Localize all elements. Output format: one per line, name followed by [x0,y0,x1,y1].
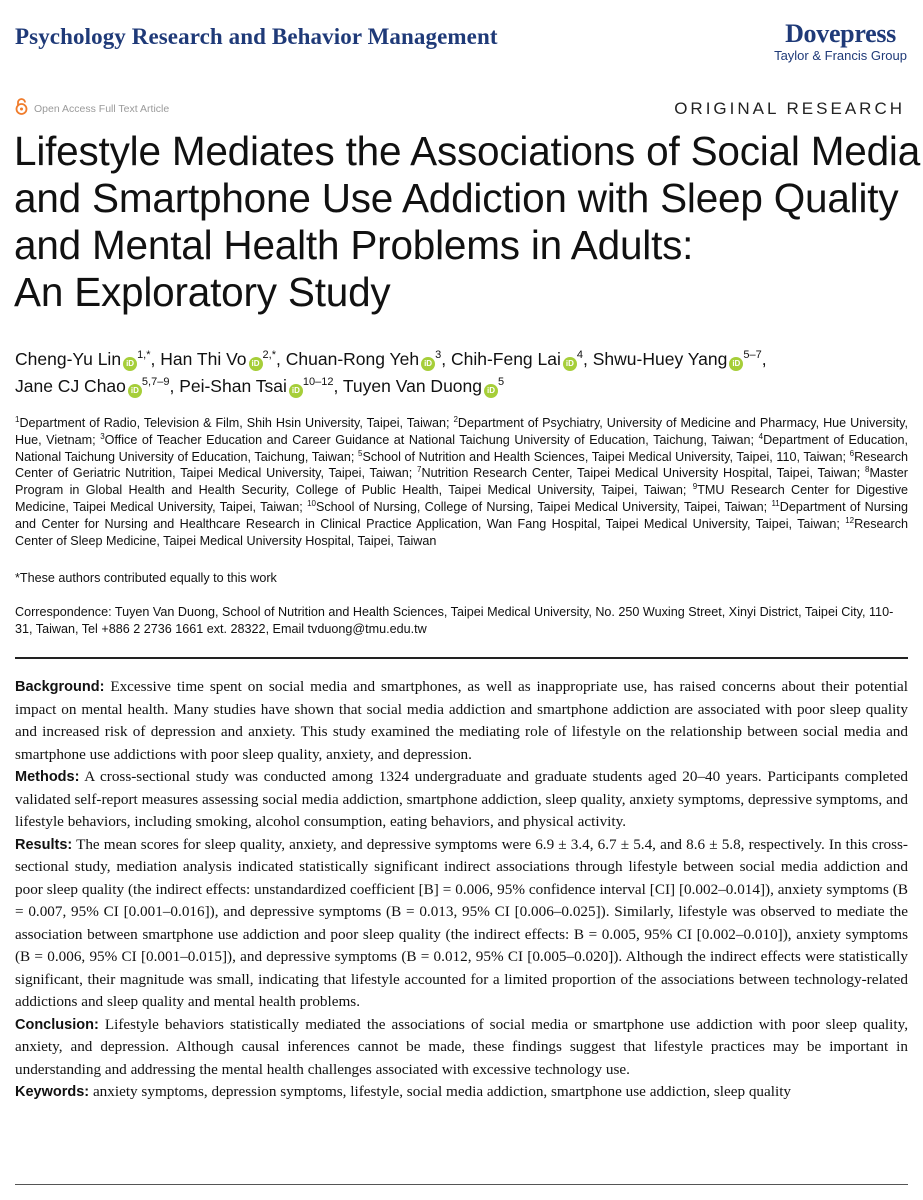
title-line: and Mental Health Problems in Adults: [14,222,694,268]
author-separator: , [150,349,156,369]
conclusion-label: Conclusion: [15,1016,99,1033]
orcid-icon[interactable]: iD [128,384,142,398]
affiliation-number: 5 [358,448,363,458]
affiliation-number: 3 [100,431,105,441]
author-separator: , [761,349,767,369]
author [451,349,588,369]
affiliation-number: 11 [771,498,780,508]
author-affiliation-sup: 2,* [262,349,277,362]
affiliation-number: 7 [417,465,422,475]
author-name[interactable]: Chih-Feng Lai [450,349,561,369]
author-affiliation-sup: 4 [576,349,583,362]
affiliation-number: 1 [15,414,20,424]
author-name[interactable]: Jane CJ Chao [15,376,126,396]
correspondence: Correspondence: Tuyen Van Duong, School of Nutrition and Health Sciences, Taipei Medical University, No. 250 Wuxing Street, Xinyi District, Taipei City, 110-31, Taiwan, Tel +886 2 2736 1661 ext. 28322, Email tvduong@tmu.edu.tw [15,605,894,636]
author-affiliation-sup: 5–7 [743,349,762,362]
open-access-label: Open Access Full Text Article [34,103,170,115]
affiliation-text: TMU Research Center for Digestive Medicine, Taipei Medical University, Taipei, Taiwan; [15,483,908,514]
background-label: Background: [15,679,105,695]
orcid-icon[interactable]: iD [563,357,577,371]
affiliation-number: 10 [307,498,316,508]
results-label: Results: [15,836,73,853]
author-separator: , [276,349,281,369]
background-text: Excessive time spent on social media and smartphones, as well as inappropriate use, has raised concerns about their potential impact on mental health. Many studies have shown that social media addiction and smartphone addiction are associated with poor sleep quality and increased risk of depression and anxiety. This study examined the mediating role of lifestyle on the relationship between social media and smartphone use addictions with poor sleep quality, anxiety, and depression. [15,678,908,763]
author-affiliation-sup: 3 [435,349,442,362]
author [343,376,504,396]
open-access-line [15,98,169,120]
title-line: Lifestyle Mediates the Associations of Social Media [14,128,921,174]
affiliation-text: Department of Radio, Television & Film, Shih Hsin University, Taipei, Taiwan; [19,416,454,430]
author-name[interactable]: Cheng-Yu Lin [15,349,122,369]
affiliation-text: Master Program in Global Health and Health Security, College of Public Health, Taipei Medical University, Taipei, Taiwan; [15,466,908,498]
bottom-divider [15,1184,908,1185]
author-name[interactable]: Chuan-Rong Yeh [285,349,420,369]
abstract-background [15,676,908,766]
keywords-label: Keywords: [15,1084,90,1100]
author-separator: , [169,376,175,396]
journal-name: Psychology Research and Behavior Management [15,24,498,49]
author-separator: , [583,349,588,369]
author-name[interactable]: Pei-Shan Tsai [179,376,287,396]
author-name[interactable]: Han Thi Vo [160,349,247,369]
author [286,349,446,369]
orcid-icon[interactable]: iD [249,357,263,371]
author-separator: , [441,349,447,369]
abstract [15,676,908,1104]
article-type: ORIGINAL RESEARCH [674,99,905,118]
affiliation-text: Department of Education, National Taichung University of Education, Taichung, Taiwan; [15,432,908,464]
affiliation-text: School of Nursing, College of Nursing, Taipei Medical University, Taipei, Taiwan; [315,499,772,514]
affiliation-text: School of Nutrition and Health Sciences, Taipei Medical University, Taipei, 110, Taiwan; [362,449,850,464]
affiliation-text: Department of Psychiatry, University of Medicine and Pharmacy, Hue University, Hue, Vietnam; [15,416,908,447]
abstract-methods [15,766,908,834]
orcid-icon[interactable]: iD [729,357,743,371]
title-line: An Exploratory Study [14,269,391,315]
author-affiliation-sup: 5 [498,376,505,389]
results-text: The mean scores for sleep quality, anxiety, and depressive symptoms were 6.9 ± 3.4, 6.7 ± 5.4, and 8.6 ± 5.8, respectively. In this cross-sectional study, mediation analysis indicated statistically significant indirect associations through lifestyle between social media addiction and poor sleep quality (the indirect effects: unstandardized coefficient [B] = 0.006, 95% confidence interval [CI] [0.002–0.014]), anxiety symptoms (B = 0.007, 95% CI [0.001–0.016]), and depressive symptoms (B = 0.013, 95% CI [0.006–0.025]). Similarly, lifestyle was observed to mediate the association between smartphone use addiction and poor sleep quality (the indirect effects: B = 0.005, 95% CI [0.002–0.010]), anxiety symptoms (B = 0.006, 95% CI [0.001–0.015]), and depressive symptoms (B = 0.012, 95% CI [0.005–0.020]). Although the indirect effects were statistically significant, their magnitude was small, indicating that lifestyle accounted for a limited proportion of the associations between technology-related addictions and sleep quality and mental health problems. [15,835,908,1010]
title-line: and Smartphone Use Addiction with Sleep Quality [14,175,899,221]
abstract-keywords [15,1081,908,1104]
affiliation-number: 9 [692,482,698,491]
methods-text: A cross-sectional study was conducted among 1324 undergraduate and graduate students aged 20–40 years. Participants completed validated self-report measures assessing social media addiction, smartphone addiction, sleep quality, anxiety symptoms, depressive symptoms, and lifestyle behaviors, including smoking, alcohol consumption, eating behaviors, and physical activity. [15,768,908,830]
affiliation-text: Research Center of Sleep Medicine, Taipei Medical University Hospital, Taipei, Taiwan [15,516,908,548]
section-divider [15,657,908,659]
conclusion-text: Lifestyle behaviors statistically mediated the associations of social media or smartphone use addiction with poor sleep quality, anxiety, and depression. Although causal inferences cannot be made, these findings suggest that lifestyle practices may be important in understanding and addressing the mental health challenges associated with excessive technology use. [15,1015,908,1078]
open-access-lock-icon [15,98,28,120]
author-separator: , [333,376,339,396]
orcid-icon[interactable]: iD [289,384,303,398]
author-name[interactable]: Tuyen Van Duong [342,376,482,396]
affiliation-number: 2 [453,414,458,424]
affiliation-number: 12 [845,515,855,525]
publisher-group: Taylor & Francis Group [774,48,907,63]
article-title [14,128,921,316]
abstract-conclusion [15,1014,908,1082]
publisher-name: Dovepress [785,19,896,48]
affiliation-text: Nutrition Research Center, Taipei Medical University Hospital, Taipei, Taiwan; [421,466,866,481]
author [15,376,174,396]
affiliation-text: Department of Nursing and Center for Nursing and Healthcare Research in Clinical Practice Application, Wan Fang Hospital, Taipei Medical University, Taipei, Taiwan; [15,499,908,531]
affiliation-number: 4 [758,431,764,441]
abstract-results [15,834,908,1014]
affiliation-text: Office of Teacher Education and Career Guidance at National Taichung University of Education, Taichung, Taiwan; [104,432,759,447]
author [179,376,338,396]
author-affiliation-sup: 10–12 [302,376,334,389]
author [160,349,281,369]
methods-label: Methods: [15,769,80,785]
author-affiliation-sup: 5,7–9 [141,376,170,389]
affiliations [15,415,908,549]
orcid-icon[interactable]: iD [421,357,435,371]
affiliation-text: Research Center of Geriatric Nutrition, Taipei Medical University, Taipei, Taiwan; [15,449,908,481]
author-affiliation-sup: 1,* [137,349,151,362]
affiliation-number: 6 [849,448,855,458]
author [15,349,155,369]
orcid-icon[interactable]: iD [123,357,137,371]
publisher-logo[interactable] [774,20,907,64]
author [593,349,767,369]
orcid-icon[interactable]: iD [484,384,498,398]
author-name[interactable]: Shwu-Huey Yang [592,349,728,369]
affiliation-number: 8 [865,465,870,475]
equal-contribution-note: *These authors contributed equally to this work [15,571,277,585]
author-list [15,346,910,400]
keywords-text: anxiety symptoms, depression symptoms, lifestyle, social media addiction, smartphone use addiction, sleep quality [92,1083,792,1100]
